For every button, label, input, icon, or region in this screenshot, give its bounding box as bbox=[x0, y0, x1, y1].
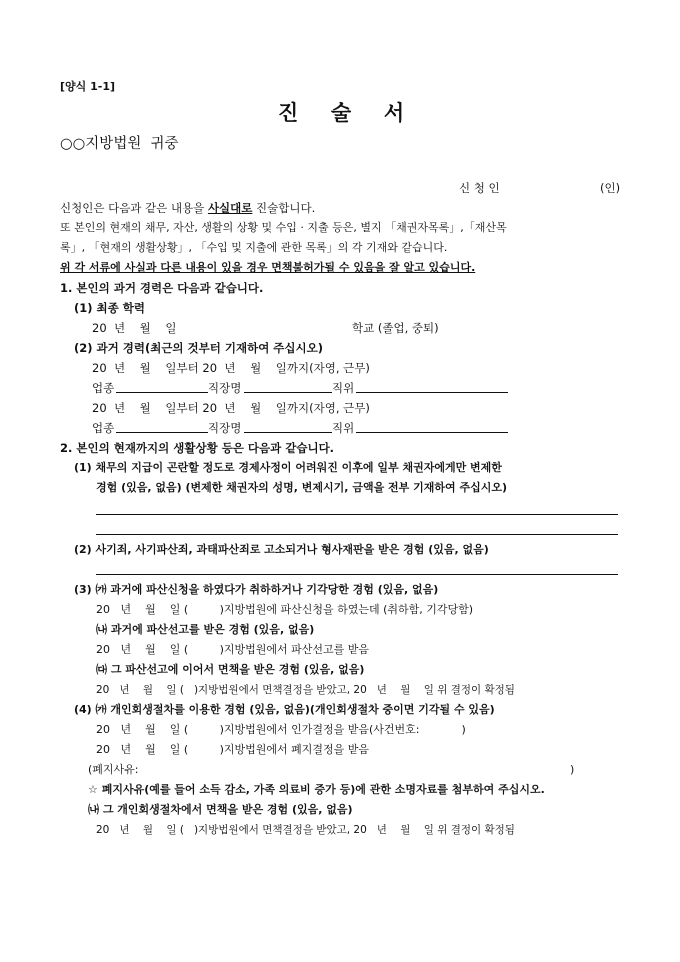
intro-emphasis: 사실대로 bbox=[207, 201, 253, 215]
q1-answer-line-1[interactable] bbox=[96, 514, 618, 515]
section1-heading: 1. 본인의 과거 경력은 다음과 같습니다. bbox=[60, 281, 264, 295]
education-heading: (1) 최종 학력 bbox=[74, 301, 145, 315]
q4-closure-reason: (폐지사유: bbox=[88, 763, 139, 776]
intro-text: 신청인은 다음과 같은 내용을 bbox=[60, 201, 208, 215]
business-type-field[interactable] bbox=[116, 380, 208, 393]
position-label: 직위 bbox=[332, 381, 355, 395]
business-type-field[interactable] bbox=[116, 420, 208, 433]
applicant-seal: (인) bbox=[600, 181, 621, 195]
intro-line-2: 록」, 「현재의 생활상황」, 「수입 및 지출에 관한 목록」의 각 기재와 같습니다. bbox=[60, 241, 448, 254]
q3-da-text: ㈐ 그 파산선고에 이어서 면책을 받은 경험 (있음, 없음) bbox=[96, 663, 365, 676]
career-2-date: 20 년 월 일부터 20 년 월 일까지(자영, 근무) bbox=[92, 401, 370, 415]
intro-statement bbox=[60, 200, 315, 216]
q4-ga-text: (4) ㈎ 개인회생절차를 이용한 경험 (있음, 없음)(개인회생절차 중이면 기각될 수 있음) bbox=[74, 703, 495, 716]
workplace-field[interactable] bbox=[244, 420, 332, 433]
q4-ga-detail-1: 20 년 월 일 ( )지방법원에서 인가결정을 받음(사건번호: ) bbox=[96, 723, 466, 736]
position-label: 직위 bbox=[332, 421, 355, 435]
q4-na-text: ㈏ 그 개인회생절차에서 면책을 받은 경험 (있음, 없음) bbox=[88, 803, 353, 816]
q1-line-1: (1) 채무의 지급이 곤란할 정도로 경제사정이 어려워진 이후에 일부 채권자에게만 변제한 bbox=[74, 461, 502, 474]
education-school: 학교 (졸업, 중퇴) bbox=[352, 321, 439, 335]
business-type-label: 업종 bbox=[92, 421, 115, 435]
form-code: [양식 1-1] bbox=[60, 80, 116, 93]
intro-text-end: 진술합니다. bbox=[252, 201, 316, 215]
q3-ga-text: (3) ㈎ 과거에 파산신청을 하였다가 취하하거나 기각당한 경험 (있음, 없음) bbox=[74, 583, 439, 596]
section2-heading: 2. 본인의 현재까지의 생활상황 등은 다음과 같습니다. bbox=[60, 441, 335, 455]
warning-statement: 위 각 서류에 사실과 다른 내용이 있을 경우 면책불허가될 수 있음을 잘 알고 있습니다. bbox=[60, 261, 476, 274]
workplace-label: 직장명 bbox=[208, 421, 242, 435]
q4-closure-reason-close: ) bbox=[570, 763, 575, 776]
education-date: 20 년 월 일 bbox=[92, 321, 177, 335]
workplace-field[interactable] bbox=[244, 380, 332, 393]
q4-attachment-note: ☆ 폐지사유(예를 들어 소득 감소, 가족 의료비 증가 등)에 관한 소명자료를 첨부하여 주십시오. bbox=[88, 783, 545, 796]
q2-text: (2) 사기죄, 사기파산죄, 과태파산죄로 고소되거나 형사재판을 받은 경험 (있음, 없음) bbox=[74, 543, 489, 556]
q3-ga-detail: 20 년 월 일 ( )지방법원에 파산신청을 하였는데 (취하함, 기각당함) bbox=[96, 603, 474, 616]
q3-na-text: ㈏ 과거에 파산선고를 받은 경험 (있음, 없음) bbox=[96, 623, 315, 636]
intro-line-1: 또 본인의 현재의 채무, 자산, 생활의 상황 및 수입 · 지출 등은, 별지 「채권자목록」,「재산목 bbox=[60, 221, 507, 234]
court-addressee: ○○지방법원 귀중 bbox=[60, 136, 179, 152]
workplace-label: 직장명 bbox=[208, 381, 242, 395]
position-field[interactable] bbox=[356, 420, 508, 433]
q3-na-detail: 20 년 월 일 ( )지방법원에서 파산선고를 받음 bbox=[96, 643, 370, 656]
document-title: 진 술 서 bbox=[278, 101, 411, 125]
q4-ga-detail-2: 20 년 월 일 ( )지방법원에서 폐지결정을 받음 bbox=[96, 743, 370, 756]
career-heading: (2) 과거 경력(최근의 것부터 기재하여 주십시오) bbox=[74, 341, 324, 355]
career-1-date: 20 년 월 일부터 20 년 월 일까지(자영, 근무) bbox=[92, 361, 370, 375]
position-field[interactable] bbox=[356, 380, 508, 393]
q2-answer-line[interactable] bbox=[96, 574, 618, 575]
business-type-label: 업종 bbox=[92, 381, 115, 395]
q3-da-detail: 20 년 월 일 ( )지방법원에서 면책결정을 받았고, 20 년 월 일 위 결정이 확정됨 bbox=[96, 684, 515, 696]
q1-answer-line-2[interactable] bbox=[96, 534, 618, 535]
q4-na-detail: 20 년 월 일 ( )지방법원에서 면책결정을 받았고, 20 년 월 일 위 결정이 확정됨 bbox=[96, 824, 515, 836]
applicant-label: 신 청 인 bbox=[459, 181, 500, 195]
q1-line-2: 경험 (있음, 없음) (변제한 채권자의 성명, 변제시기, 금액을 전부 기재하여 주십시오) bbox=[96, 481, 507, 494]
